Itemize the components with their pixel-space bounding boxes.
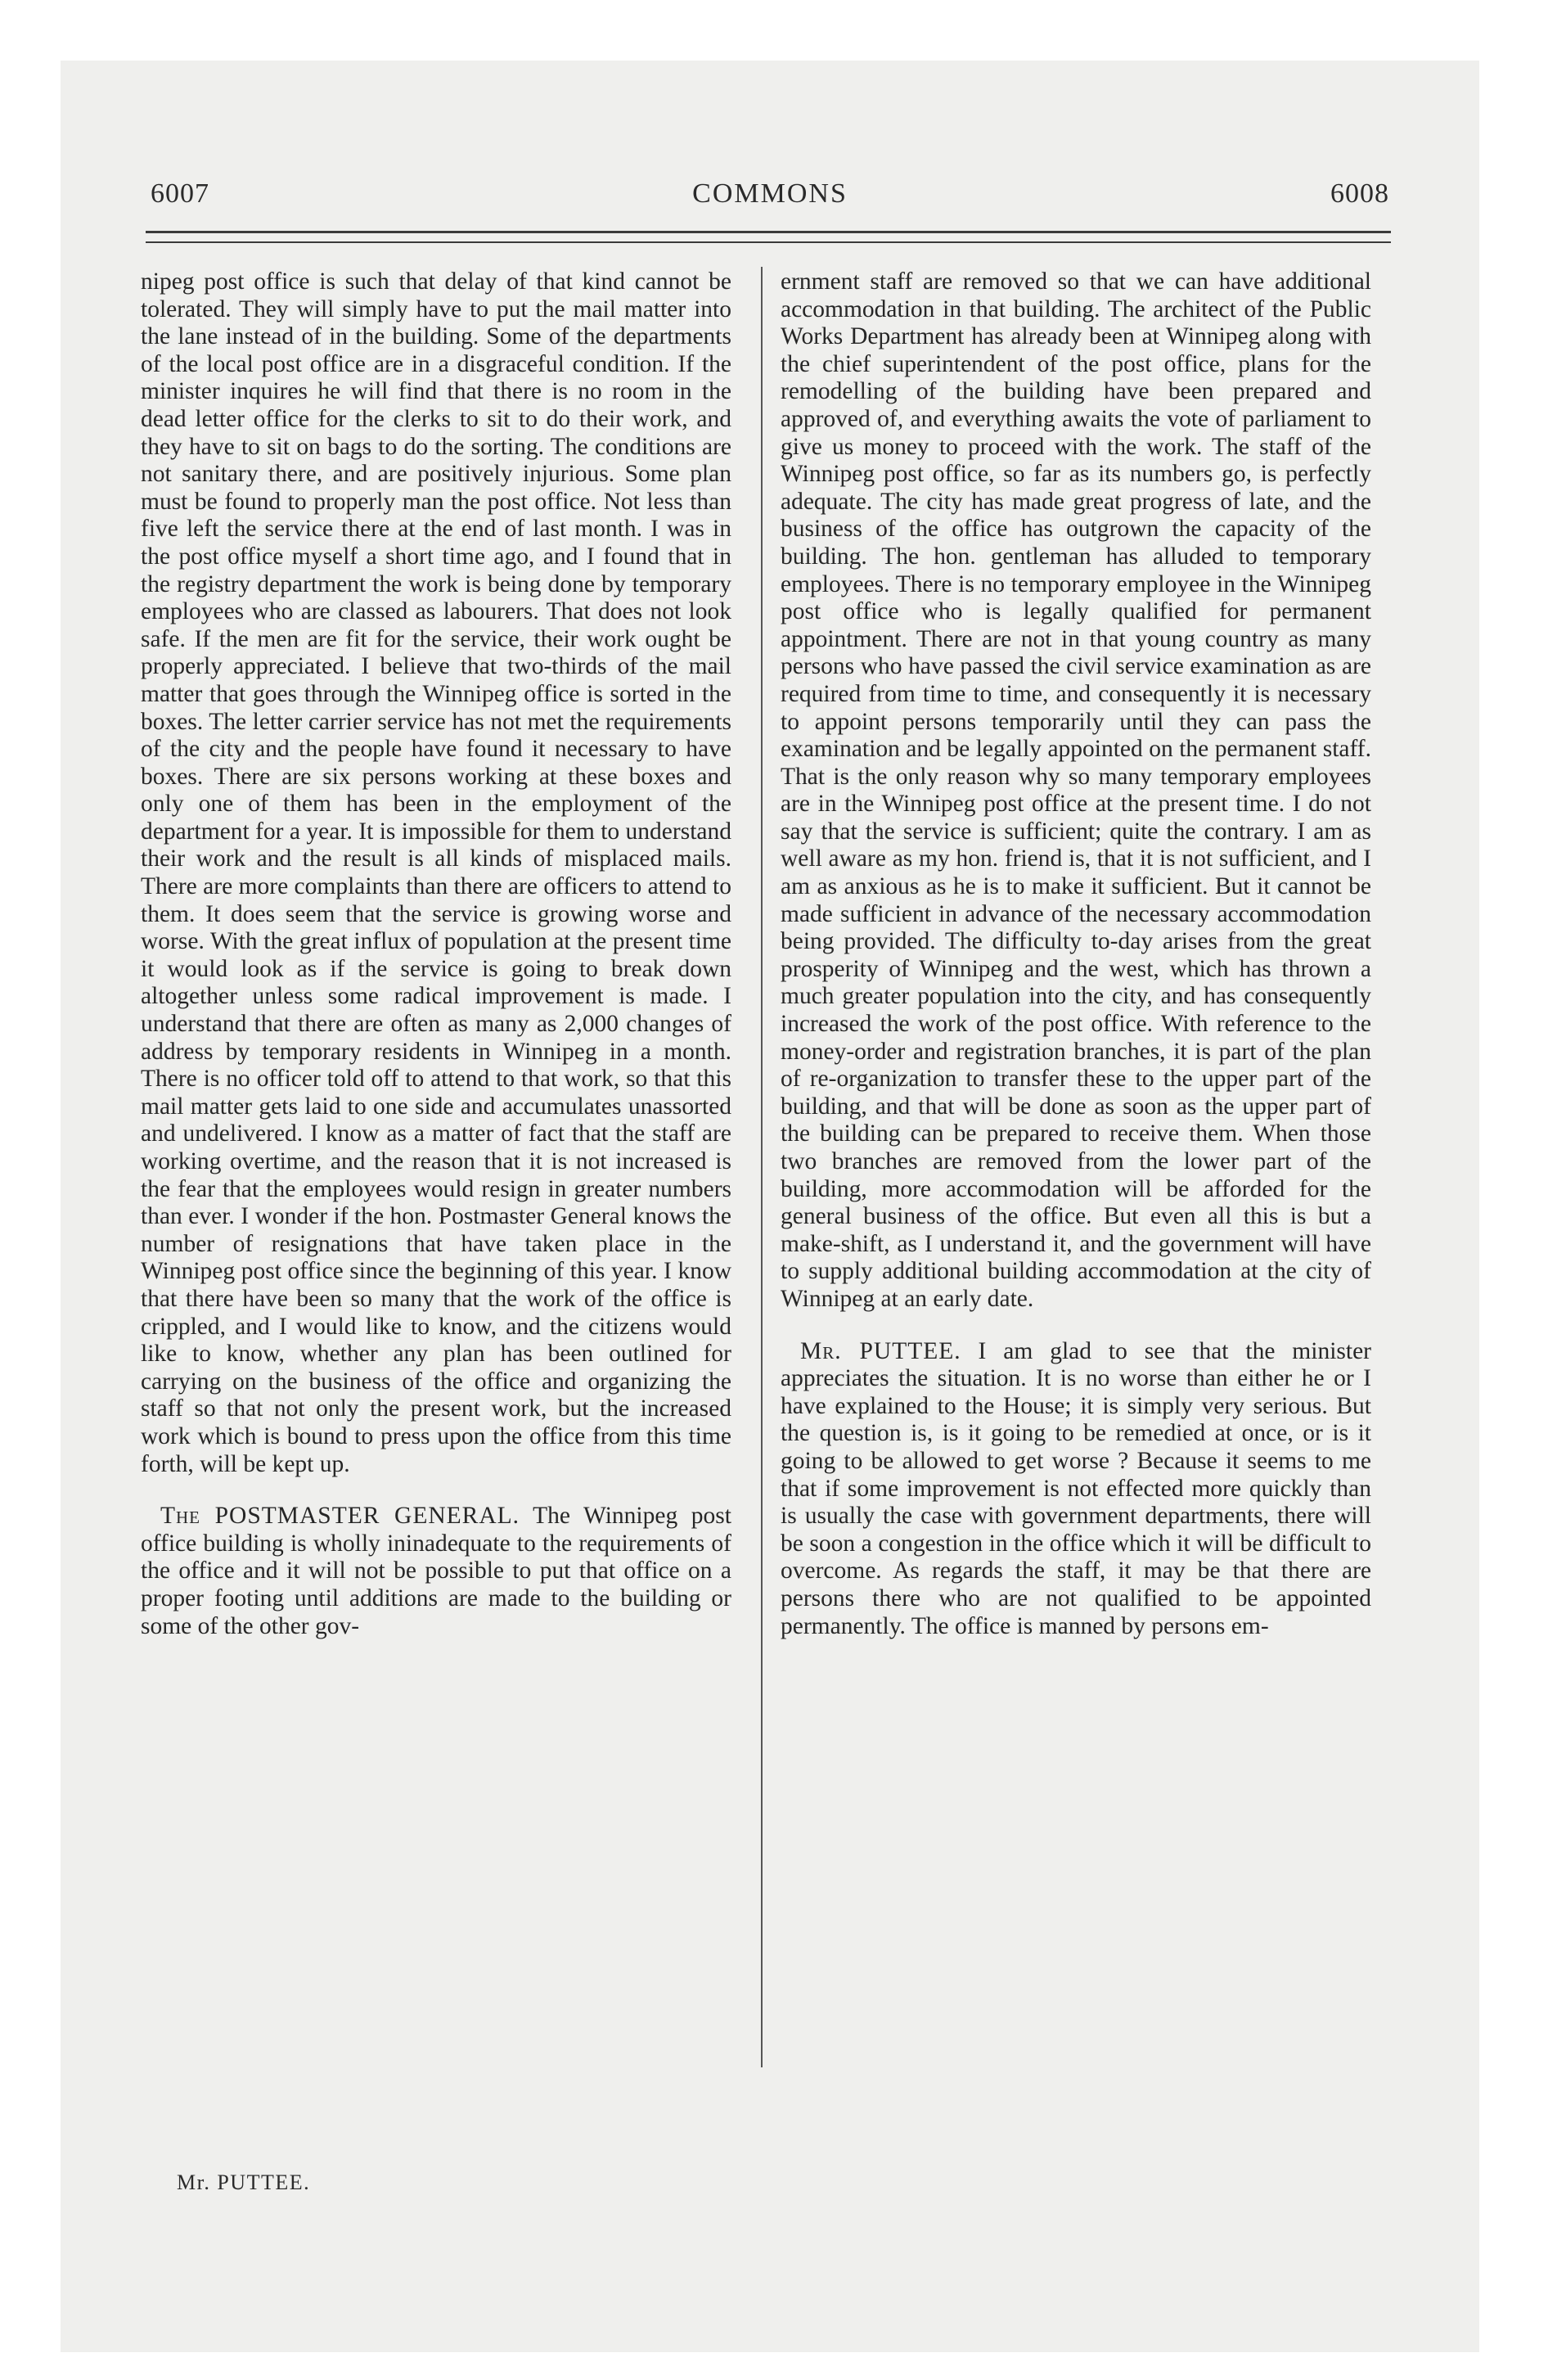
header-rule-bottom: [146, 241, 1391, 243]
page-title: COMMONS: [692, 178, 848, 209]
left-paragraph-1: nipeg post office is such that delay of that kind cannot be tolerated. They will simply have to put the mail matter into the lane instead of in the building. Some of the departments of the local post office are in a disgraceful condition. If the minister inquires he will find that there is no room in the dead letter office for the clerks to sit to do their work, and they have to sit on bags to do the sorting. The conditions are not sanitary there, and are positively injurious. Some plan must be found to properly man the post office. Not less than five left the service there at the end of last month. I was in the post office myself a short time ago, and I found that in the registry department the work is being done by temporary employees who are classed as labourers. That does not look safe. If the men are fit for the service, their work ought be properly appreciated. I believe that two-thirds of the mail matter that goes through the Winnipeg office is sorted in the boxes. The letter carrier service has not met the requirements of the city and the people have found it necessary to have boxes. There are six persons working at these boxes and only one of them has been in the employment of the department for a year. It is impossible for them to understand their work and the result is all kinds of misplaced mails. There are more complaints than there are officers to attend to them. It does seem that the service is growing worse and worse. With the great influx of population at the present time it would look as if the service is going to break down altogether unless some radical improvement is made. I understand that there are often as many as 2,000 changes of address by temporary residents in Winnipeg in a month. There is no officer told off to attend to that work, so that this mail matter gets laid to one side and accumulates unassorted and undelivered. I know as a matter of fact that the staff are working overtime, and the reason that it is not increased is the fear that the employees would resign in greater numbers than ever. I wonder if the hon. Postmaster General knows the number of resignations that have taken place in the Winnipeg post office since the beginning of this year. I know that there have been so many that the work of the office is crippled, and I would like to know, and the citizens would like to know, whether any plan has been outlined for carrying on the business of the office and organizing the staff so that not only the present work, but the increased work which is bound to press upon the office from this time forth, will be kept up.: [141, 268, 731, 1477]
right-paragraph-1: ernment staff are removed so that we can have additional accommodation in that building. The architect of the Public Works Department has already been at Winnipeg along with the chief superintendent of the post office, plans for the remodelling of the building have been prepared and approved of, and everything awaits the vote of parliament to give us money to proceed with the work. The staff of the Winnipeg post office, so far as its numbers go, is perfectly adequate. The city has made great progress of late, and the business of the office has outgrown the capacity of the building. The hon. gentleman has alluded to temporary employees. There is no temporary employee in the Winnipeg post office who is legally qualified for permanent appointment. There are not in that young country as many persons who have passed the civil service examination as are required from time to time, and consequently it is necessary to appoint persons temporarily until they can pass the examination and be legally appointed on the permanent staff. That is the only reason why so many temporary employees are in the Winnipeg post office at the present time. I do not say that the service is sufficient; quite the contrary. I am as well aware as my hon. friend is, that it is not sufficient, and I am as anxious as he is to make it sufficient. But it cannot be made sufficient in advance of the necessary accommodation being provided. The difficulty to-day arises from the great prosperity of Winnipeg and the west, which has thrown a much greater population into the city, and has consequently increased the work of the post office. With reference to the money-order and registration branches, it is part of the plan of re-organization to transfer these to the upper part of the building, and that will be done as soon as the upper part of the building can be prepared to receive them. When those two branches are removed from the lower part of the building, more accommodation will be afforded for the general business of the office. But even all this is but a make-shift, as I understand it, and the government will have to supply additional building accommodation at the city of Winnipeg at an early date.: [781, 268, 1371, 1312]
left-paragraph-2: [141, 1503, 731, 1640]
right-page-number: 6008: [1330, 178, 1389, 209]
header-rule-top: [146, 231, 1391, 233]
speech-text: The Winnipeg post office building is wholly ininadequate to the requirements of the office and it will not be possible to put that office on a proper footing until additions are made to the building or some of the other gov-: [141, 1503, 731, 1639]
column-divider: [761, 267, 763, 2067]
speech-text: I am glad to see that the minister appreciates the situation. It is no worse than either he or I have explained to the House; it is simply very serious. But the question is, is it going to be remedied at once, or is it going to be allowed to get worse ? Because it seems to me that if some improvement is not effected more quickly than is usually the case with government departments, there will be soon a congestion in the office which it will be difficult to overcome. As regards the staff, it may be that there are persons there who are not qualified to be appointed permanently. The office is manned by persons em-: [781, 1337, 1371, 1639]
document-page: [61, 61, 1479, 2352]
speaker-name: Mr. PUTTEE.: [800, 1337, 961, 1364]
footer-speaker-label: Mr. PUTTEE.: [177, 2170, 311, 2194]
left-column: [141, 268, 731, 1640]
right-paragraph-2: [781, 1338, 1371, 1641]
speaker-name: The POSTMASTER GENERAL.: [160, 1503, 520, 1530]
left-page-number: 6007: [151, 178, 209, 209]
right-column: [781, 268, 1371, 1640]
